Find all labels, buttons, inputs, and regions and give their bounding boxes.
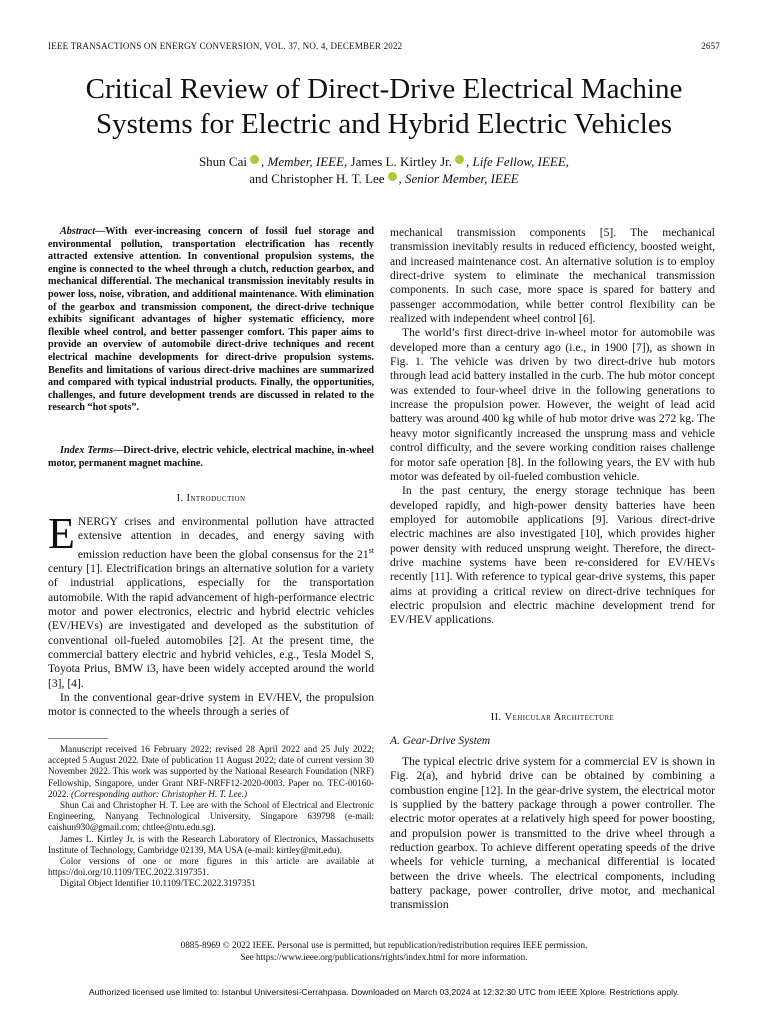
index-terms-text: —Direct-drive, electric vehicle, electrical machine, in-wheel motor, permanent magnet machine. xyxy=(48,445,374,469)
journal-name: IEEE TRANSACTIONS ON ENERGY CONVERSION, VOL. 37, NO. 4, DECEMBER 2022 xyxy=(48,41,403,51)
page-number: 2657 xyxy=(701,41,720,51)
abstract-label: Abstract xyxy=(60,226,96,237)
section-number: II. xyxy=(490,712,502,723)
section-title: Vehicular Architecture xyxy=(504,712,615,723)
index-terms-label: Index Terms xyxy=(60,445,114,456)
footnote-manuscript: Manuscript received 16 February 2022; revised 28 April 2022 and 25 July 2022; accepted 5 August 2022. Date of publication 11 August 2022; date of current version 30 November 2022. This work was supported by the National Research Foundation (NRF) Fellowship, Singapore, under Grant NRF-NRFF12-2020-0003. Paper no. TEC-00160-2022. (Corresponding author: Christopher H. T. Lee.) xyxy=(48,744,374,799)
footnote-doi: Digital Object Identifier 10.1109/TEC.2022.3197351 xyxy=(60,878,256,889)
index-terms xyxy=(48,445,374,470)
footnotes xyxy=(48,744,374,890)
author-line-1: Shun Cai , Member, IEEE, James L. Kirtley Jr. , Life Fellow, IEEE, xyxy=(198,154,570,169)
index-terms-block xyxy=(48,445,374,470)
copyright-notice xyxy=(20,940,748,963)
author-membership: Senior Member, IEEE xyxy=(405,171,519,186)
abstract xyxy=(48,226,374,415)
footnote-affiliation: James L. Kirtley Jr. is with the Research Laboratory of Electronics, Massachusetts Institute of Technology, Cambridge 02139, MA USA (e-mail: kirtley@mit.edu). xyxy=(48,833,374,855)
title-line-2: Systems for Electric and Hybrid Electric Vehicles xyxy=(95,108,673,140)
paragraph: mechanical transmission components [5]. The mechanical transmission inevitably results in reduced efficiency, boosted weight, and increased maintenance cost. An alternative solution is to employ direct-drive system to eliminate the mechanical transmission components. In such case, more space is spared for battery and passenger accommodation, while better control flexibility can be realized with independent wheel control [6]. xyxy=(390,226,715,326)
section-number: I. xyxy=(176,493,184,504)
author-name: Christopher H. T. Lee xyxy=(271,171,385,186)
copyright-line-2[interactable]: See https://www.ieee.org/publications/rights/index.html for more information. xyxy=(240,951,528,962)
paragraph: In the past century, the energy storage technique has been developed rapidly, and high-power density batteries have been employed for automobile applications [9]. Various direct-drive electric machines are also investigated [10], which provides higher power density with reduced unsprung weight. Therefore, the direct-drive machine systems have been re-considered for EV/HEVs recently [11]. With reference to typical gear-drive systems, this paper aims at providing a critical review on direct-drive techniques for electric propulsion and electric machine development trend for EV/HEV applications. xyxy=(390,484,715,627)
paragraph: In the conventional gear-drive system in EV/HEV, the propulsion motor is connected to the wheels through a series of xyxy=(48,690,374,719)
paragraph: The typical electric drive system for a commercial EV is shown in Fig. 2(a), and hybrid drive can be obtained by combining a combustion engine [12]. In the gear-drive system, the electrical motor is supplied by the battery package through a power controller. The electric motor operates at a relatively high speed for power boosting, and propulsion power is transmitted to the drive wheel through a reduction gearbox. To achieve different operating speeds of the drive wheels for vehicle turning, a mechanical differential is located between the drive wheels. The electrical components, including battery package, power controller, drive motor, and mechanical transmission xyxy=(390,755,715,912)
introduction-body xyxy=(48,509,374,720)
abstract-block xyxy=(48,226,374,415)
subsection-heading-gear-drive: A. Gear-Drive System xyxy=(390,735,491,747)
orcid-icon[interactable] xyxy=(455,155,464,164)
author-connector: and xyxy=(249,171,269,186)
section-title: Introduction xyxy=(186,493,246,504)
footnote-affiliation: Shun Cai and Christopher H. T. Lee are with the School of Electrical and Electronic Engineering, Nanyang Technological University, Singapore 639798 (e-mail: caishun930@gmail.com; chtlee@ntu.edu.sg). xyxy=(48,800,374,833)
author-membership: Member, IEEE xyxy=(267,154,345,169)
author-name: Shun Cai xyxy=(198,154,247,169)
author-line-2: and Christopher H. T. Lee , Senior Member, IEEE xyxy=(249,171,519,186)
paragraph: The world’s first direct-drive in-wheel motor for automobile was developed more than a century ago (i.e., in 1900 [7]), as shown in Fig. 1. The vehicle was driven by two direct-drive hub motors through lead acid battery installed in the curb. The hub motor concept was extended to four-wheel drive in the following generations to increase the propulsion power. However, the weight of lead acid battery was around 400 kg while of hub motor drive was 272 kg. The heavy motor significantly increased the unsprung mass and vehicle control difficulty, and the severe working condition raises challenge for motor safe operation [8]. In the following years, the EV with hub motor was defeated by oil-fueled combustion vehicle. xyxy=(390,326,715,483)
footnote-divider xyxy=(48,738,108,739)
author-membership: Life Fellow, IEEE xyxy=(472,154,566,169)
author-list xyxy=(20,153,748,187)
right-column-top xyxy=(390,226,715,628)
abstract-text: —With ever-increasing concern of fossil fuel storage and environmental pollution, transportation electrification has recently attracted extensive attention. In conventional propulsion systems, the engine is connected to the wheel through a clutch, reduction gearbox, and mechanical differential. The mechanical transmission inevitably results in power loss, noise, vibration, and additional maintenance. With elimination of the gearbox and transmission component, the direct-drive technique exhibits significant advantages of higher systematic efficiency, more flexible wheel control, and better passenger comfort. This paper aims to provide an overview of automobile direct-drive techniques and recent electrical machine developments for direct-drive propulsion systems. Benefits and limitations of various direct-drive machines are summarized and compared with typical industrial products. Finally, the opportunities, challenges, and future development trends are discussed in related to the research “hot spots”. xyxy=(48,226,374,414)
paper-title xyxy=(20,72,748,142)
orcid-icon[interactable] xyxy=(388,172,397,181)
footnote-color-note[interactable]: Color versions of one or more figures in this article are available at https://doi.org/10.1109/TEC.2022.3197351. xyxy=(48,856,374,878)
paragraph: ENERGY crises and environmental pollution have attracted extensive attention in decades, and energy saving with emission reduction have been the global consensus for the 21st century [1]. Electrification brings an alternative solution for a variety of industrial applications, especially for the transportation automobile. With the rapid advancement of high-performance electric motor and power electronics, electric and hybrid electric vehicles (EV/HEVs) are investigated and developed as the substitution of conventional oil-fueled automobiles [2]. At the present time, the commercial battery electric and hybrid vehicles, e.g., Tesla Model S, Toyota Prius, BMW i3, have been widely accepted around the world [3], [4]. xyxy=(48,509,374,690)
copyright-line-1: 0885-8969 © 2022 IEEE. Personal use is permitted, but republication/redistribution requires IEEE permission. xyxy=(180,940,588,950)
title-line-1: Critical Review of Direct-Drive Electrical Machine xyxy=(85,73,683,105)
running-head xyxy=(48,41,720,51)
right-column-bottom xyxy=(390,755,715,913)
section-heading-introduction xyxy=(48,493,374,504)
authorized-use-notice: Authorized licensed use limited to: Istanbul Universitesi-Cerrahpasa. Downloaded on March 03,2024 at 12:32:30 UTC from IEEE Xplore. Restrictions apply. xyxy=(88,987,680,997)
drop-cap: E xyxy=(48,509,75,558)
orcid-icon[interactable] xyxy=(250,155,259,164)
author-name: James L. Kirtley Jr. xyxy=(350,154,452,169)
section-heading-vehicular-architecture xyxy=(390,712,715,723)
